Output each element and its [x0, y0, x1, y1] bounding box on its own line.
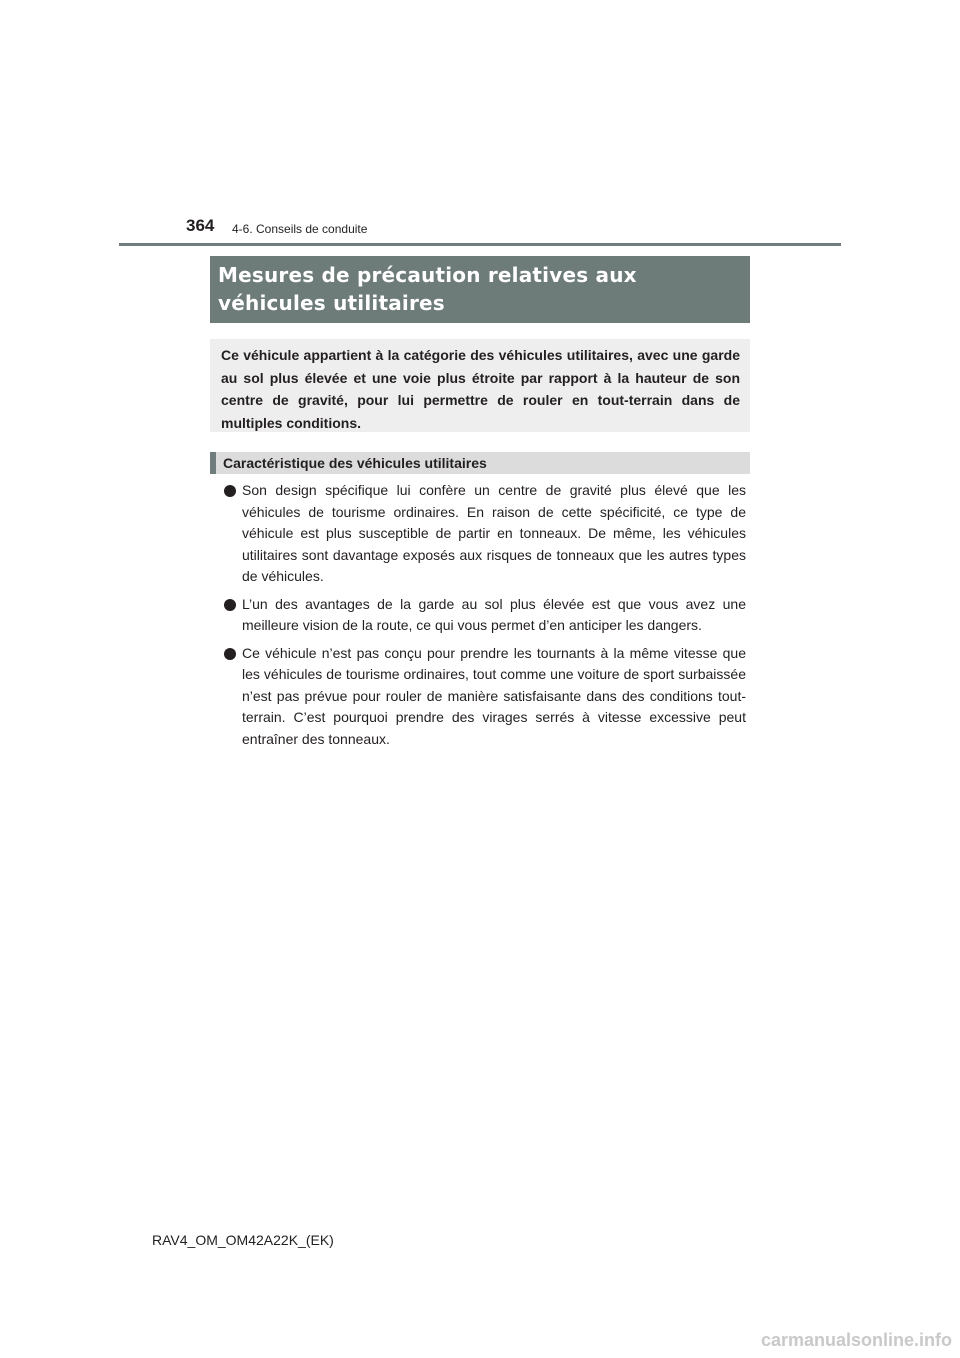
- section-label: 4-6. Conseils de conduite: [232, 222, 368, 236]
- list-item: [222, 480, 746, 588]
- bullet-list: [222, 480, 746, 756]
- intro-text: Ce véhicule appartient à la catégorie des véhicules utilitaires, avec une garde au sol plus élevée et une voie plus étroite par rapport à la hauteur de son centre de gravité, pour lui permettre de rouler en tout-terrain dans de multiples conditions.: [221, 347, 740, 431]
- subheading: [210, 452, 750, 474]
- subheading-text: Caractéristique des véhicules utilitaires: [223, 455, 487, 471]
- list-item: [222, 643, 746, 751]
- page-number: 364: [186, 216, 215, 235]
- intro-box: [210, 339, 750, 432]
- manual-code: RAV4_OM_OM42A22K_(EK): [152, 1232, 334, 1248]
- title-banner: [210, 256, 750, 323]
- header-divider: [119, 243, 841, 246]
- bullet-icon: [224, 648, 236, 660]
- list-item-text: Son design spécifique lui confère un centre de gravité plus élevé que les véhicules de tourisme ordinaires. En raison de cette spécificité, ce type de véhicule est plus susceptible de partir en tonneaux. De même, les véhicules utilitaires sont davantage exposés aux risques de tonneaux que les autres types de véhicules.: [242, 482, 746, 584]
- watermark: carmanualsonline.info: [760, 1330, 952, 1350]
- bullet-icon: [224, 599, 236, 611]
- list-item-text: L’un des avantages de la garde au sol plus élevée est que vous avez une meilleure vision de la route, ce qui vous permet d’en anticiper les dangers.: [242, 595, 746, 633]
- list-item-text: Ce véhicule n’est pas conçu pour prendre les tournants à la même vitesse que les véhicules de tourisme ordinaires, tout comme une voiture de sport surbaissée n’est pas prévue pour rouler de manière satisfaisante dans des conditions tout-terrain. C’est pourquoi prendre des virages serrés à vitesse excessive peut entraîner des tonneaux.: [242, 644, 746, 747]
- page-title: Mesures de précaution relatives aux véhicules utilitaires: [218, 263, 637, 315]
- subheading-bar: [210, 452, 216, 474]
- list-item: [222, 594, 746, 637]
- bullet-icon: [224, 485, 236, 497]
